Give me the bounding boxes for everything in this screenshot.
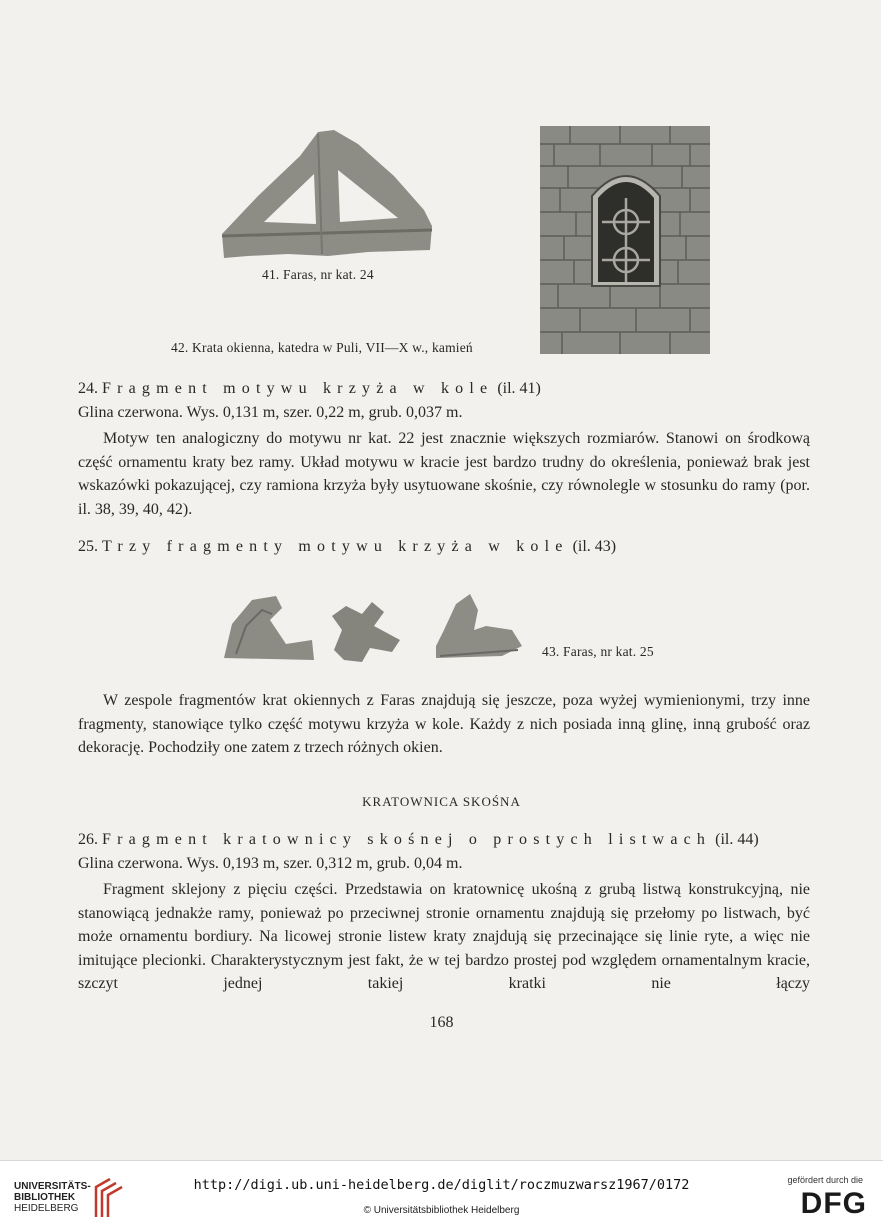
entry-24-ref: (il. 41) <box>497 380 541 397</box>
library-line-1: UNIVERSITÄTS- <box>14 1181 91 1192</box>
entry-24-heading <box>78 380 541 398</box>
figure-41-caption: 41. Faras, nr kat. 24 <box>262 267 374 282</box>
figure-41-image <box>218 126 438 260</box>
entry-24-number: 24. <box>78 380 98 397</box>
section-title: KRATOWNICA SKOŚNA <box>362 794 521 809</box>
library-line-3: HEIDELBERG <box>14 1203 79 1214</box>
entry-26-ref: (il. 44) <box>715 831 759 848</box>
entry-24-description: Motyw ten analogiczny do motywu nr kat. 22 jest znacznie większych rozmiarów. Stanowi on środkową część ornamentu kraty bez ramy. Układ motywu w kracie jest bardzo trudny do określenia, ponieważ brak jest wskazówki pokazującej, czy ramiona krzyża były usytuowane skośnie, czy równolegle w stosunku do ramy (por. il. 38, 39, 40, 42). <box>78 430 810 518</box>
figure-43-caption: 43. Faras, nr kat. 25 <box>542 644 654 659</box>
figure-42-image <box>540 126 710 354</box>
entry-25-ref: (il. 43) <box>572 538 617 555</box>
library-line-2: BIBLIOTHEK <box>14 1192 76 1203</box>
footer-bar <box>0 1160 883 1228</box>
entry-24-title: Fragment motywu krzyża w kole <box>102 380 494 397</box>
entry-26-heading <box>78 831 759 849</box>
permalink-url[interactable]: http://digi.ub.uni-heidelberg.de/diglit/roczmuzwarsz1967/0172 <box>193 1177 690 1193</box>
entry-26-details: Glina czerwona. Wys. 0,193 m, szer. 0,312 m, grub. 0,04 m. <box>78 855 463 872</box>
entry-24-details: Glina czerwona. Wys. 0,131 m, szer. 0,22 m, grub. 0,037 m. <box>78 404 463 421</box>
dfg-logo: DFG <box>800 1187 867 1220</box>
funder-note: gefördert durch die <box>787 1175 863 1185</box>
copyright-text: © Universitätsbibliothek Heidelberg <box>363 1205 520 1216</box>
figure-43-image <box>222 590 526 662</box>
fragments-paragraph: W zespole fragmentów krat okiennych z Faras znajdują się jeszcze, poza wyżej wymienionymi, trzy inne fragmenty, stanowiące tylko część motywu krzyża w kole. Każdy z nich posiada inną glinę, inną grubość oraz dekorację. Pochodziły one zatem z trzech różnych okien. <box>78 692 810 757</box>
figure-42-caption: 42. Krata okienna, katedra w Puli, VII—X w., kamień <box>171 340 473 355</box>
entry-25-heading <box>78 538 616 556</box>
entry-25-number: 25. <box>78 538 98 555</box>
entry-25-title: Trzy fragmenty motywu krzyża w kole <box>102 538 569 555</box>
entry-26-number: 26. <box>78 831 98 848</box>
entry-26-title: Fragment kratownicy skośnej o prostych listwach <box>102 831 712 848</box>
page-number: 168 <box>429 1014 454 1031</box>
entry-26-description: Fragment sklejony z pięciu części. Przedstawia on kratownicę ukośną z grubą listwą konstrukcyjną, nie stanowiącą jednakże ramy, ponieważ po przeciwnej stronie ornamentu znajdują się przełomy po listwach, być może ornamentu bordiury. Na licowej stronie listew kraty znajdują się przecinające się linie ryte, a więc nie imitujące plecionki. Charakterystycznym jest fakt, że w tej bardzo prostej pod względem ornamentalnym kracie, szczyt jednej takiej kratki nie łączy <box>78 881 810 993</box>
